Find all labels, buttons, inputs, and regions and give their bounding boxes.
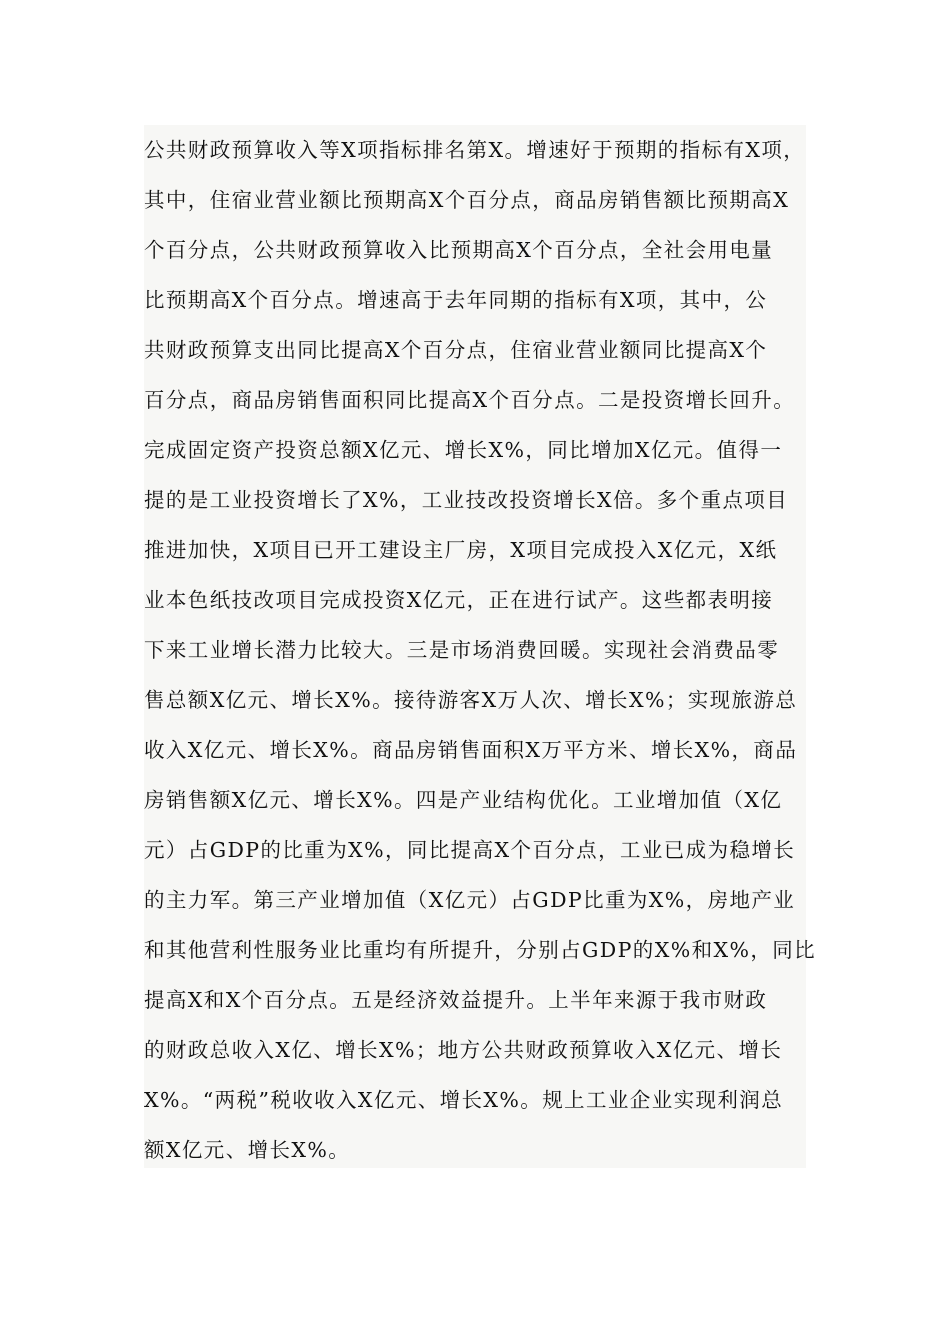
- text-line-12: 售总额X亿元、增长X%。接待游客X万人次、增长X%；实现旅游总: [144, 688, 798, 712]
- text-line-14: 房销售额X亿元、增长X%。四是产业结构优化。工业增加值（X亿: [144, 788, 783, 812]
- text-line-2: 其中，住宿业营业额比预期高X个百分点，商品房销售额比预期高X: [144, 188, 790, 212]
- text-line-19: 的财政总收入X亿、增长X%；地方公共财政预算收入X亿元、增长: [144, 1038, 783, 1062]
- text-line-10: 业本色纸技改项目完成投资X亿元，正在进行试产。这些都表明接: [144, 588, 774, 612]
- text-line-3: 个百分点，公共财政预算收入比预期高X个百分点，全社会用电量: [144, 238, 774, 262]
- text-line-9: 推进加快，X项目已开工建设主厂房，X项目完成投入X亿元，X纸: [144, 538, 778, 562]
- text-line-6: 百分点，商品房销售面积同比提高X个百分点。二是投资增长回升。: [144, 388, 796, 412]
- text-line-4: 比预期高X个百分点。增速高于去年同期的指标有X项，其中，公: [144, 288, 768, 312]
- text-line-5: 共财政预算支出同比提高X个百分点，住宿业营业额同比提高X个: [144, 338, 768, 362]
- text-line-15: 元）占GDP的比重为X%，同比提高X个百分点，工业已成为稳增长: [144, 838, 796, 862]
- text-line-13: 收入X亿元、增长X%。商品房销售面积X万平方米、增长X%，商品: [144, 738, 798, 762]
- text-line-20: X%。“两税”税收收入X亿元、增长X%。规上工业企业实现利润总: [144, 1088, 784, 1112]
- text-line-1: 公共财政预算收入等X项指标排名第X。增速好于预期的指标有X项，: [144, 138, 806, 162]
- text-line-11: 下来工业增长潜力比较大。三是市场消费回暖。实现社会消费品零: [144, 638, 780, 662]
- text-line-17: 和其他营利性服务业比重均有所提升，分别占GDP的X%和X%，同比: [144, 938, 817, 962]
- body-text-block: [144, 125, 817, 1168]
- text-line-7: 完成固定资产投资总额X亿元、增长X%，同比增加X亿元。值得一: [144, 438, 783, 462]
- text-line-16: 的主力军。第三产业增加值（X亿元）占GDP比重为X%，房地产业: [144, 888, 796, 912]
- text-line-18: 提高X和X个百分点。五是经济效益提升。上半年来源于我市财政: [144, 988, 768, 1012]
- text-line-21: 额X亿元、增长X%。: [144, 1138, 351, 1162]
- text-line-8: 提的是工业投资增长了X%，工业技改投资增长X倍。多个重点项目: [144, 488, 789, 512]
